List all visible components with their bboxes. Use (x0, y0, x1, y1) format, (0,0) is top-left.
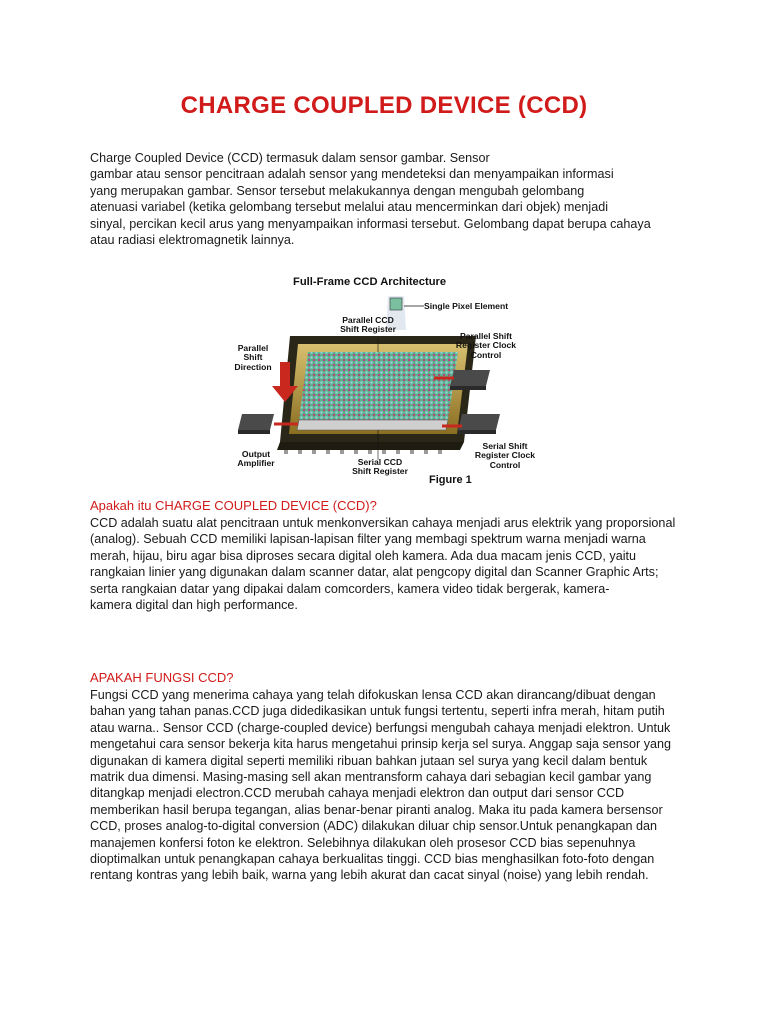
pixel-array (299, 352, 458, 420)
ccd-architecture-figure (228, 274, 538, 488)
serial-register-strip (297, 420, 448, 430)
figure-caption: Figure 1 (429, 474, 472, 486)
single-pixel (390, 298, 402, 310)
chip-pins (284, 450, 442, 454)
section2-heading: APAKAH FUNGSI CCD? (90, 670, 234, 685)
section1-body: CCD adalah suatu alat pencitraan untuk menkonversikan cahaya menjadi arus elektrik yang proporsional (analog). Sebuah CCD memiliki lapisan-lapisan filter yang membagi spektrum warna menjadi warna merah, hijau, biru agar bisa diproses secara digital oleh kamera. Ada dua macam jenis CCD, yaitu rangkaian linier yang digunakan dalam scanner datar, alat pengcopy digital dan Scanner Graphic Arts; serta rangkaian datar yang dipakai dalam comcorders, kamera video tidak bergerak, kamera- kamera digital dan high performance. (90, 516, 676, 613)
label-parallel-clock: Parallel Shift Register Clock Control (455, 331, 517, 360)
label-output-amplifier: Output Amplifier (237, 449, 275, 469)
figure-title: Full-Frame CCD Architecture (293, 276, 447, 288)
page-title: CHARGE COUPLED DEVICE (CCD) (180, 92, 588, 119)
label-serial-register: Serial CCD Shift Register (352, 457, 408, 477)
label-single-pixel: Single Pixel Element (424, 301, 509, 311)
intro-paragraph: Charge Coupled Device (CCD) termasuk dalam sensor gambar. Sensor gambar atau sensor pencitraan adalah sensor yang mendeteksi dan menyampaikan informasi yang merupakan gambar. Sensor tersebut melakukannya dengan mengubah gelombang atenuasi variabel (ketika gelombang tersebut melalui atau mencerminkan dari objek) menjadi sinyal, percikan kecil arus yang menyampaikan informasi tersebut. Gelombang dapat berupa cahaya atau radiasi elektromagnetik lainnya. (90, 151, 651, 248)
label-parallel-register: Parallel CCD Shift Register (340, 315, 396, 335)
section2-body: Fungsi CCD yang menerima cahaya yang telah difokuskan lensa CCD akan dirancang/dibuat dengan bahan yang tahan panas.CCD juga didedikasikan untuk fungsi tertentu, seperti infra merah, hitam putih atau warna.. Sensor CCD (charge-coupled device) berfungsi mengubah cahaya menjadi elektron. Untuk mengetahui cara sensor bekerja kita harus mengetahui prinsip kerja sel surya. Anggap saja sensor yang digunakan di kamera digital seperti memiliki ribuan bahkan jutaan sel surya yang kecil dalam bentuk matrik dua dimensi. Masing-masing sell akan mentransform cahaya dari sebagian kecil gambar yang ditangkap menjadi electron.CCD merubah cahaya menjadi elektron dan output dari sensor CCD memberikan hasil berupa tegangan, alias benar-benar piranti analog. Maka itu pada kamera bersensor CCD, proses analog-to-digital conversion (ADC) dilakukan diluar chip sensor.Untuk penangkapan dan manajemen konfersi foton ke elektron. Selebihnya dilakukan oleh prosesor CCD bias sepenuhnya dioptimalkan untuk penangkapan cahaya berkualitas tinggi. CCD bias menghasilkan foto-foto dengan rentang kontras yang lebih baik, warna yang lebih akurat dan cacat sinyal (noise) yang lebih rendah. (90, 688, 672, 883)
section1-heading: Apakah itu CHARGE COUPLED DEVICE (CCD)? (90, 498, 377, 513)
label-parallel-direction: Parallel Shift Direction (234, 343, 272, 372)
label-serial-clock: Serial Shift Register Clock Control (474, 441, 536, 470)
